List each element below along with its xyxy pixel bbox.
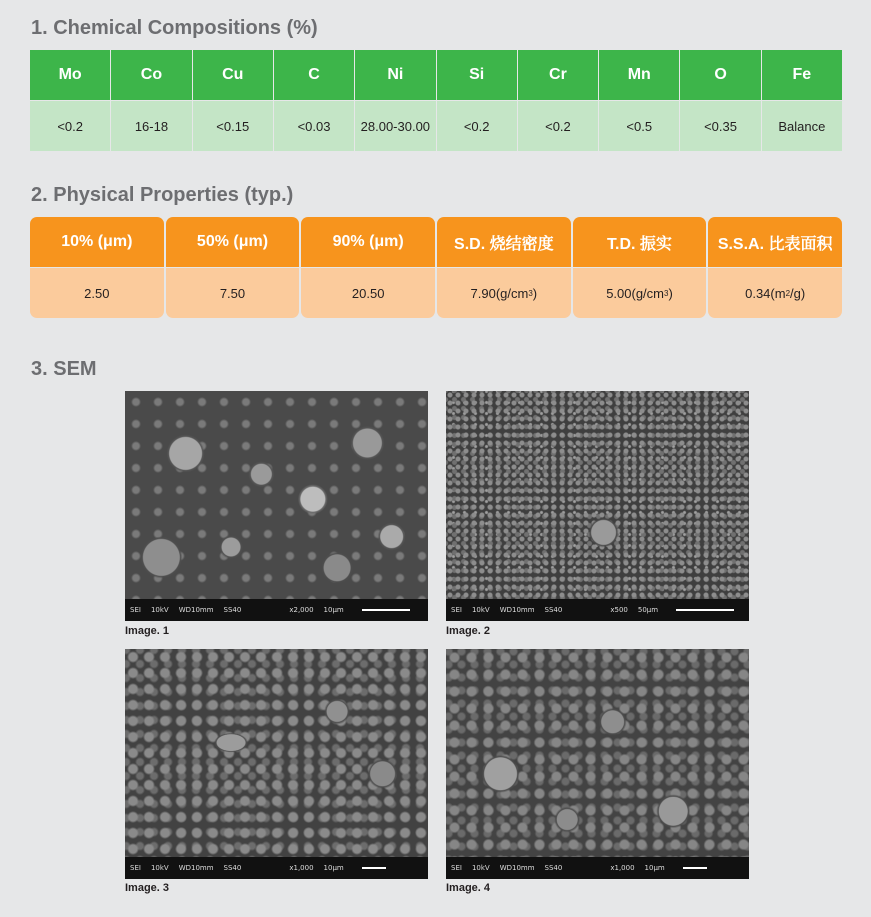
chem-header-cell: Ni (355, 50, 435, 100)
chem-header-cell: Cr (518, 50, 598, 100)
chem-value-cell: <0.2 (30, 101, 110, 151)
sem-spot-size: SS40 (544, 864, 563, 872)
chemical-section-title: 1. Chemical Compositions (%) (31, 17, 318, 39)
physical-column (573, 217, 707, 318)
chem-value-cell: Balance (762, 101, 842, 151)
sem-image-1 (125, 391, 428, 621)
phys-value-cell (301, 268, 435, 318)
chem-header-cell: Cu (193, 50, 273, 100)
sem-micrograph (446, 649, 749, 857)
sem-info-bar (125, 599, 428, 621)
phys-header-cell: 90% (μm) (301, 217, 435, 267)
sem-detector: SEI (451, 606, 462, 614)
phys-value-cell (166, 268, 300, 318)
phys-value-cell (708, 268, 842, 318)
sem-scale-label: 10μm (644, 864, 665, 872)
sem-info-bar (446, 857, 749, 879)
chem-value-cell: <0.03 (274, 101, 354, 151)
sem-voltage: 10kV (150, 864, 169, 872)
chem-header-cell: Mn (599, 50, 679, 100)
phys-value-unit: (g/cm (631, 285, 664, 301)
sem-magnification: x500 (610, 606, 628, 614)
sem-micrograph (125, 391, 428, 599)
phys-value-number: 2.50 (84, 285, 110, 301)
chem-header-cell: Mo (30, 50, 110, 100)
phys-value-exponent: 2 (785, 288, 791, 298)
chem-header-cell: O (680, 50, 760, 100)
sem-detector: SEI (130, 606, 141, 614)
sem-caption: Image. 1 (125, 625, 170, 637)
phys-value-unit-tail: /g) (790, 285, 806, 301)
sem-caption: Image. 3 (125, 882, 170, 894)
physical-column (30, 217, 164, 318)
sem-voltage: 10kV (150, 606, 169, 614)
phys-header-cell: T.D. 振实 (573, 217, 707, 267)
sem-scale-bar (676, 609, 734, 611)
sem-image-4 (446, 649, 749, 879)
phys-header-cell: S.D. 烧结密度 (437, 217, 571, 267)
phys-header-cell: S.S.A. 比表面积 (708, 217, 842, 267)
phys-value-unit-tail: ) (532, 285, 538, 301)
chem-value-cell: <0.35 (680, 101, 760, 151)
sem-voltage: 10kV (471, 606, 490, 614)
sem-detector: SEI (130, 864, 141, 872)
sem-caption: Image. 4 (446, 882, 491, 894)
sem-working-distance: WD10mm (499, 606, 535, 614)
sem-scale-label: 10μm (323, 606, 344, 614)
phys-value-exponent: 3 (528, 288, 533, 298)
physical-section-title: 2. Physical Properties (typ.) (31, 184, 294, 206)
phys-value-number: 7.90 (470, 285, 496, 301)
phys-value-cell (573, 268, 707, 318)
sem-scale-label: 50μm (637, 606, 659, 614)
chem-value-cell: <0.15 (193, 101, 273, 151)
sem-detector: SEI (451, 864, 462, 872)
sem-magnification: x1,000 (610, 864, 635, 872)
sem-info-bar (125, 857, 428, 879)
chem-header-cell: Co (111, 50, 191, 100)
sem-working-distance: WD10mm (499, 864, 535, 872)
sem-section-title: 3. SEM (31, 358, 97, 380)
sem-scale-bar (362, 867, 386, 869)
sem-spot-size: SS40 (223, 606, 242, 614)
physical-column (166, 217, 300, 318)
sem-micrograph (446, 391, 749, 599)
chem-header-cell: Fe (762, 50, 842, 100)
sem-info-bar (446, 599, 749, 621)
phys-value-unit-tail: ) (668, 285, 673, 301)
phys-header-cell: 10% (μm) (30, 217, 164, 267)
sem-spot-size: SS40 (544, 606, 563, 614)
phys-value-number: 5.00 (606, 285, 632, 301)
phys-value-cell (437, 268, 571, 318)
physical-column (301, 217, 435, 318)
phys-value-exponent: 3 (664, 288, 669, 298)
chem-header-cell: Si (437, 50, 517, 100)
phys-value-number: 0.34 (745, 285, 771, 301)
chem-value-cell: <0.2 (437, 101, 517, 151)
sem-spot-size: SS40 (223, 864, 242, 872)
sem-scale-bar (683, 867, 707, 869)
chem-header-cell: C (274, 50, 354, 100)
phys-value-cell (30, 268, 164, 318)
sem-micrograph (125, 649, 428, 857)
sem-magnification: x1,000 (289, 864, 314, 872)
sem-scale-bar (362, 609, 410, 611)
sem-working-distance: WD10mm (178, 864, 214, 872)
sem-scale-label: 10μm (323, 864, 344, 872)
phys-value-unit: (g/cm (495, 285, 529, 301)
chem-value-cell: 28.00-30.00 (355, 101, 435, 151)
physical-column (437, 217, 571, 318)
chemical-table (30, 50, 842, 151)
sem-working-distance: WD10mm (178, 606, 214, 614)
chem-value-cell: <0.5 (599, 101, 679, 151)
sem-caption: Image. 2 (446, 625, 491, 637)
chem-value-cell: <0.2 (518, 101, 598, 151)
physical-table (30, 217, 842, 318)
sem-voltage: 10kV (471, 864, 490, 872)
sem-image-3 (125, 649, 428, 879)
phys-value-number: 7.50 (219, 285, 246, 301)
sem-image-2 (446, 391, 749, 621)
phys-value-number: 20.50 (351, 285, 385, 301)
sem-magnification: x2,000 (289, 606, 314, 614)
phys-header-cell: 50% (μm) (166, 217, 300, 267)
chem-value-cell: 16-18 (111, 101, 191, 151)
physical-column (708, 217, 842, 318)
phys-value-unit: (m (770, 285, 786, 301)
